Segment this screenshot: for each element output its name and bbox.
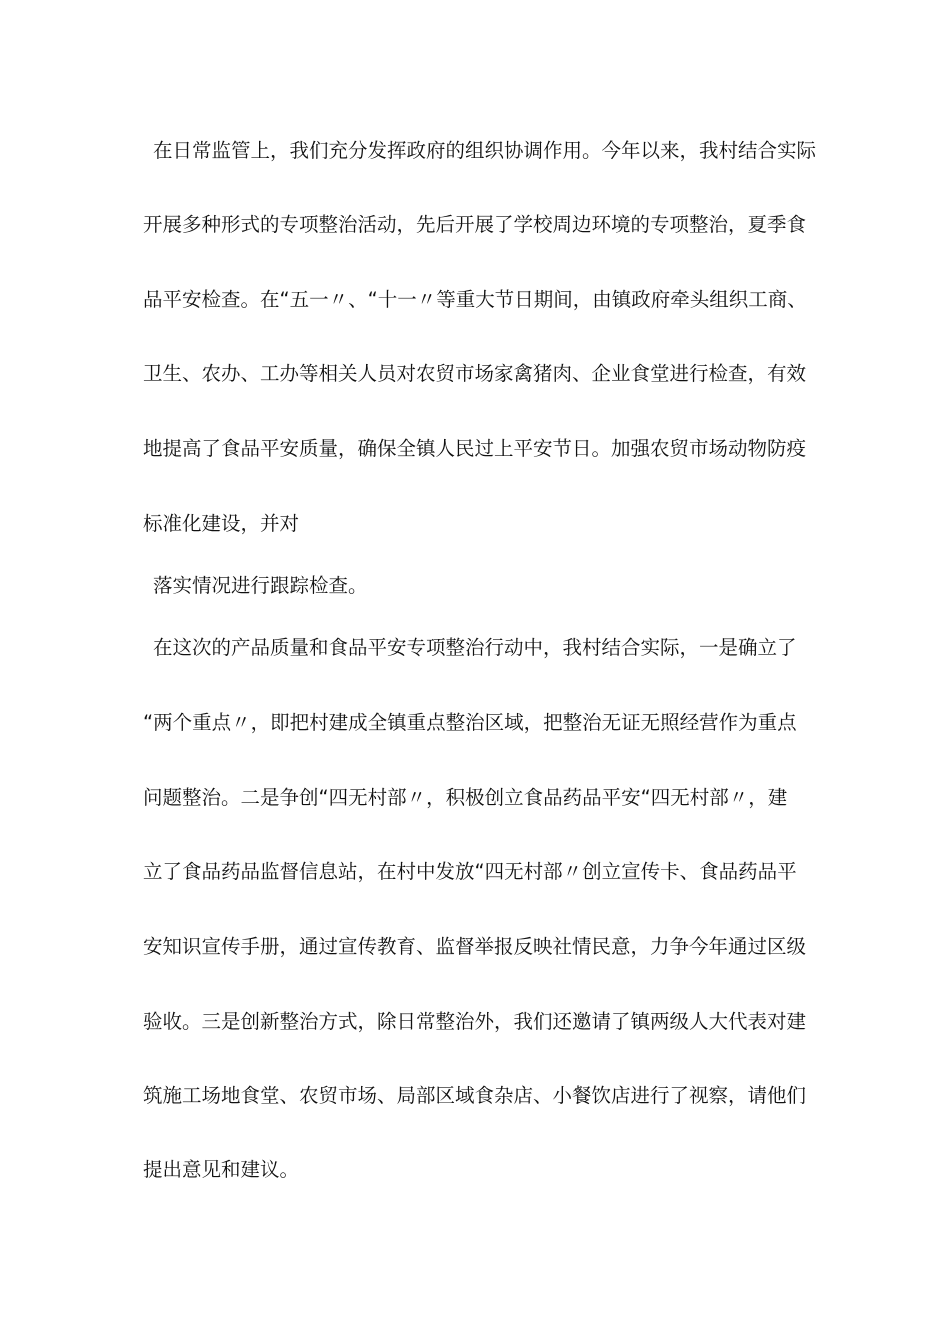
text-line: 在这次的产品质量和食品平安专项整治行动中，我村结合实际，一是确立了	[153, 636, 797, 659]
text-line: 验收。三是创新整治方式，除日常整治外，我们还邀请了镇两级人大代表对建	[143, 1010, 807, 1033]
text-line: 提出意见和建议。	[143, 1158, 300, 1181]
text-line: 筑施工场地食堂、农贸市场、局部区域食杂店、小餐饮店进行了视察，请他们	[143, 1084, 807, 1107]
text-line: 立了食品药品监督信息站，在村中发放“四无村部〃创立宣传卡、食品药品平	[143, 860, 797, 883]
text-line: 问题整治。二是争创“四无村部〃，积极创立食品药品平安“四无村部〃，建	[143, 786, 788, 809]
text-line: 品平安检查。在“五一〃、“十一〃等重大节日期间，由镇政府牵头组织工商、	[143, 288, 807, 311]
text-line: 卫生、农办、工办等相关人员对农贸市场家禽猪肉、企业食堂进行检查，有效	[143, 362, 807, 385]
text-line: 安知识宣传手册，通过宣传教育、监督举报反映社情民意，力争今年通过区级	[143, 935, 807, 958]
text-line: 落实情况进行跟踪检查。	[153, 574, 368, 597]
text-line: 在日常监管上，我们充分发挥政府的组织协调作用。今年以来，我村结合实际	[153, 139, 817, 162]
text-line: “两个重点〃，即把村建成全镇重点整治区域，把整治无证无照经营作为重点	[143, 711, 797, 734]
text-line: 开展多种形式的专项整治活动，先后开展了学校周边环境的专项整治，夏季食	[143, 213, 807, 236]
text-line: 地提高了食品平安质量，确保全镇人民过上平安节日。加强农贸市场动物防疫	[143, 437, 807, 460]
text-line: 标准化建设，并对	[143, 512, 300, 535]
